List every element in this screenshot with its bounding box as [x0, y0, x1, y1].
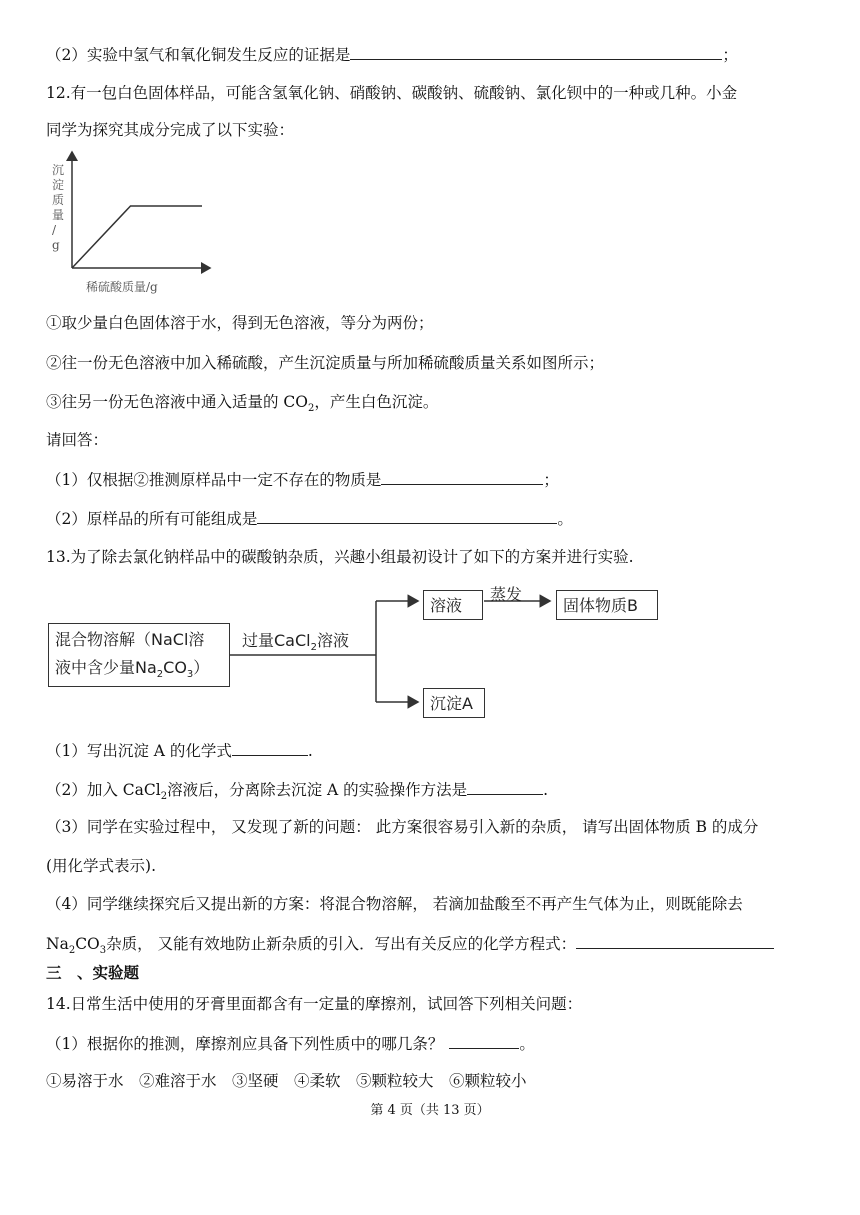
q12-step2: ②往一份无色溶液中加入稀硫酸，产生沉淀质量与所加稀硫酸质量关系如图所示； — [46, 354, 605, 372]
chart-series-line — [72, 206, 202, 268]
q12-ask: 请回答： — [46, 431, 109, 449]
q13-stem: 13.为了除去氯化钠样品中的碳酸钠杂质，兴趣小组最初设计了如下的方案并进行实验. — [46, 548, 634, 566]
q13-sub4-line1: （4）同学继续探究后又提出新的方案：将混合物溶解， 若滴加盐酸至不再产生气体为止，则既能除去 — [46, 895, 743, 913]
q12-step3: ③往另一份无色溶液中通入适量的 $CO_2$，产生白色沉淀。 — [46, 393, 439, 415]
q12-sub2: （2）原样品的所有可能组成是 。 — [46, 510, 573, 528]
evaporate-label: 蒸发 — [490, 585, 523, 604]
section-heading: 三 、实验题 — [46, 964, 140, 982]
chart-y-label — [52, 163, 64, 252]
q12-stem-line2: 同学为探究其成分完成了以下实验： — [46, 121, 295, 139]
chart-y-label-char: / — [52, 223, 57, 237]
q11-sub2: （2）实验中氢气和氧化铜发生反应的证据是 ； — [46, 46, 738, 64]
chart-y-label-char: 量 — [52, 208, 65, 222]
q12-step1: ①取少量白色固体溶于水，得到无色溶液，等分为两份； — [46, 314, 434, 332]
box-mixture: 混合物溶解（NaCl溶 液中含少量$Na_2CO_3$） — [48, 623, 230, 687]
q12-stem-line1: 12.有一包白色固体样品，可能含氢氧化钠、硝酸钠、碳酸钠、硫酸钠、氯化钡中的一种或几种。小金 — [46, 84, 738, 102]
answer-blank[interactable] — [381, 469, 543, 485]
q14-options: ①易溶于水 ②难溶于水 ③坚硬 ④柔软 ⑤颗粒较大 ⑥颗粒较小 — [46, 1072, 527, 1090]
q13-sub1: （1）写出沉淀 A 的化学式 . — [46, 742, 313, 760]
page-footer: 第 4 页（共 13 页） — [370, 1103, 490, 1118]
chart-x-label: 稀硫酸质量/g — [86, 280, 158, 294]
precipitate-chart — [46, 146, 216, 296]
q14-stem: 14.日常生活中使用的牙膏里面都含有一定量的摩擦剂，试回答下列相关问题： — [46, 995, 583, 1013]
reagent-label: 过量CaCl$_2$溶液 — [242, 631, 349, 654]
box-precipitate-a: 沉淀A — [423, 688, 485, 718]
answer-blank[interactable] — [449, 1033, 519, 1049]
chart-y-label-char: 沉 — [52, 163, 65, 177]
box-solution: 溶液 — [423, 590, 483, 620]
chart-y-label-char: 淀 — [52, 178, 65, 192]
flowchart — [44, 578, 684, 728]
chart-y-label-char: g — [52, 238, 60, 252]
q13-sub4-line2: $Na_2CO_3$杂质， 又能有效地防止新杂质的引入．写出有关反应的化学方程式： — [46, 933, 774, 961]
q14-sub1: （1）根据你的推测，摩擦剂应具备下列性质中的哪几条？ 。 — [46, 1035, 535, 1053]
q13-sub2: （2）加入 CaCl$_2$溶液后，分离除去沉淀 A 的实验操作方法是 . — [46, 781, 549, 803]
chart-y-label-char: 质 — [52, 193, 65, 207]
q13-sub3-line1: （3）同学在实验过程中， 又发现了新的问题： 此方案很容易引入新的杂质， 请写出固体物质 B 的成分 — [46, 818, 759, 836]
answer-blank[interactable] — [232, 740, 308, 756]
answer-blank[interactable] — [576, 933, 774, 949]
answer-blank[interactable] — [467, 779, 543, 795]
q12-sub1: （1）仅根据②推测原样品中一定不存在的物质是 ； — [46, 471, 559, 489]
answer-blank[interactable] — [350, 44, 722, 60]
box-solid-b: 固体物质B — [556, 590, 658, 620]
answer-blank[interactable] — [257, 508, 557, 524]
q13-sub3-line2: (用化学式表示). — [46, 857, 157, 875]
